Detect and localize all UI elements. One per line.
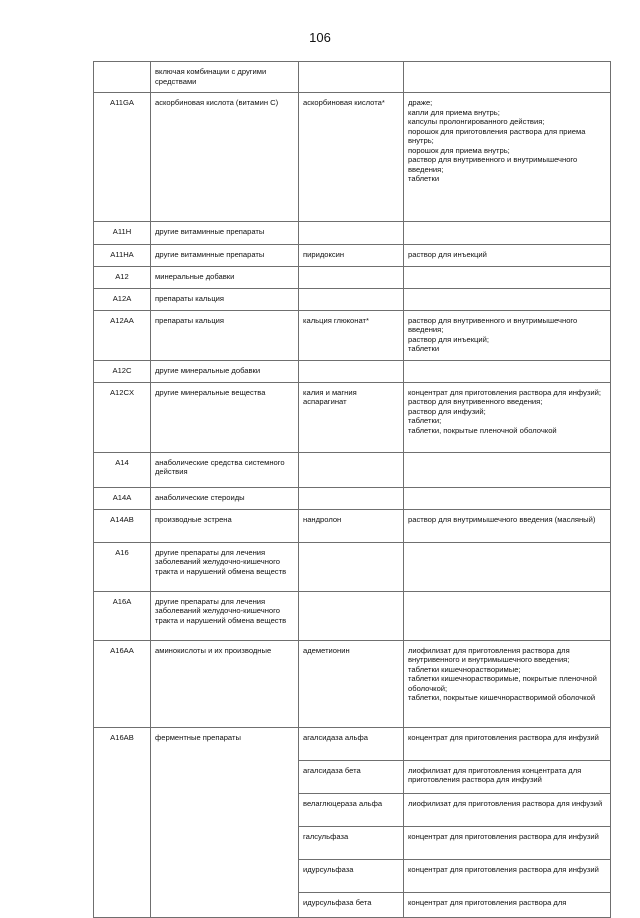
table-row (94, 382, 611, 452)
atc-code-cell (94, 591, 151, 640)
dosage-forms-cell (404, 452, 611, 487)
group-cell-text: аскорбиновая кислота (витамин С) (155, 98, 279, 107)
group-cell (151, 245, 299, 267)
drug-name-cell (299, 62, 404, 93)
dosage-forms-cell-text: раствор для внутривенного и внутримышечного введения; раствор для инъекций; таблетки (408, 315, 578, 353)
group-cell-text: производные эстрена (155, 514, 232, 524)
drug-name-cell-text: нандролон (303, 514, 342, 524)
group-cell-text: анаболические стероиды (155, 492, 245, 502)
drug-name-cell (299, 640, 404, 727)
dosage-forms-cell-text: концентрат для приготовления раствора для инфузий (408, 831, 599, 841)
drug-name-cell (299, 93, 404, 222)
dosage-forms-cell (404, 310, 611, 360)
group-cell-text: анаболические средства системного действия (155, 457, 285, 476)
table-row (94, 266, 611, 288)
group-cell-text: ферментные препараты (155, 732, 241, 742)
drug-name-cell-text: кальция глюконат* (303, 315, 369, 325)
atc-code-cell (94, 222, 151, 245)
group-cell (151, 360, 299, 382)
table-row (94, 542, 611, 591)
dosage-forms-cell-text: концентрат для приготовления раствора для инфузий; раствор для внутривенного введения; раствор для инфузий; таблетки; таблетки, покрытые пленочной оболочкой (408, 387, 601, 435)
table-row (94, 452, 611, 487)
drug-name-cell-text: агалсидаза альфа (303, 732, 368, 742)
drug-name-cell (299, 760, 404, 793)
group-cell-text: другие минеральные вещества (155, 387, 266, 397)
dosage-forms-cell (404, 487, 611, 509)
drug-name-cell-text: калия и магния аспарагинат (303, 387, 357, 406)
atc-code-cell-text: A12CX (109, 387, 135, 397)
group-cell (151, 93, 299, 222)
atc-code-cell (94, 382, 151, 452)
drug-name-cell (299, 266, 404, 288)
dosage-forms-cell (404, 859, 611, 892)
group-cell-text: другие минеральные добавки (155, 365, 261, 375)
group-cell (151, 452, 299, 487)
atc-code-cell (94, 266, 151, 288)
atc-code-cell (94, 62, 151, 93)
dosage-forms-cell (404, 266, 611, 288)
group-cell-text: другие витаминные препараты (155, 250, 265, 259)
dosage-forms-cell (404, 288, 611, 310)
dosage-forms-cell (404, 826, 611, 859)
drug-name-cell (299, 288, 404, 310)
group-cell (151, 509, 299, 542)
atc-code-cell-text: A16 (115, 547, 129, 557)
page-number: 106 (309, 30, 331, 45)
table-row (94, 591, 611, 640)
atc-code-cell-text: A16AB (110, 732, 134, 742)
atc-code-cell (94, 487, 151, 509)
drug-name-cell-text: идурсульфаза (303, 864, 354, 874)
table-row (94, 360, 611, 382)
dosage-forms-cell (404, 382, 611, 452)
table-row (94, 245, 611, 267)
table-row (94, 310, 611, 360)
group-cell-text: включая комбинации с другими средствами (155, 67, 267, 86)
dosage-forms-cell (404, 93, 611, 222)
group-cell (151, 288, 299, 310)
dosage-forms-cell (404, 793, 611, 826)
dosage-forms-cell (404, 222, 611, 245)
drug-table (93, 61, 611, 918)
dosage-forms-cell (404, 760, 611, 793)
drug-name-cell (299, 310, 404, 360)
group-cell-text: аминокислоты и их производные (155, 645, 272, 655)
group-cell (151, 640, 299, 727)
atc-code-cell-text: A14 (115, 457, 129, 467)
dosage-forms-cell (404, 591, 611, 640)
dosage-forms-cell (404, 727, 611, 760)
atc-code-cell-text: A14AB (110, 514, 134, 524)
drug-name-cell-text: галсульфаза (303, 831, 349, 841)
drug-name-cell (299, 222, 404, 245)
drug-name-cell (299, 245, 404, 267)
table-row (94, 509, 611, 542)
group-cell (151, 62, 299, 93)
dosage-forms-cell (404, 360, 611, 382)
drug-name-cell-text: велаглюцераза альфа (303, 798, 383, 808)
atc-code-cell (94, 310, 151, 360)
drug-name-cell (299, 859, 404, 892)
dosage-forms-cell-text: концентрат для приготовления раствора для инфузий (408, 732, 599, 742)
drug-name-cell (299, 826, 404, 859)
group-cell (151, 487, 299, 509)
dosage-forms-cell-text: лиофилизат для приготовления раствора для внутривенного и внутримышечного введения; таблетки кишечнорастворимые; таблетки кишечнорастворимые, покрытые пленочной оболочкой; таблетки, покрытые кишечнорастворимой оболочкой (408, 645, 597, 702)
atc-code-cell-text: A16AA (110, 645, 134, 655)
atc-code-cell (94, 509, 151, 542)
table-row (94, 222, 611, 245)
group-cell (151, 266, 299, 288)
table-row (94, 640, 611, 727)
dosage-forms-cell-text: лиофилизат для приготовления концентрата для приготовления раствора для инфузий (408, 765, 582, 784)
atc-code-cell-text: A12AA (110, 315, 134, 325)
atc-code-cell (94, 727, 151, 917)
drug-name-cell (299, 487, 404, 509)
dosage-forms-cell (404, 62, 611, 93)
group-cell-text: другие препараты для лечения заболеваний желудочно-кишечного тракта и нарушений обмена веществ (155, 596, 287, 625)
group-cell (151, 591, 299, 640)
drug-name-cell (299, 727, 404, 760)
drug-name-cell-text: аскорбиновая кислота* (303, 98, 385, 107)
dosage-forms-cell-text: раствор для внутримышечного введения (масляный) (408, 514, 596, 524)
drug-name-cell (299, 793, 404, 826)
atc-code-cell (94, 542, 151, 591)
atc-code-cell-text: A12A (112, 293, 132, 303)
drug-name-cell-text: агалсидаза бета (303, 765, 361, 775)
drug-name-cell-text: идурсульфаза бета (303, 897, 372, 907)
table-row (94, 62, 611, 93)
atc-code-cell (94, 452, 151, 487)
dosage-forms-cell (404, 640, 611, 727)
group-cell-text: минеральные добавки (155, 271, 235, 281)
atc-code-cell (94, 640, 151, 727)
drug-name-cell-text: пиридоксин (303, 250, 345, 259)
table-row (94, 487, 611, 509)
drug-name-cell-text: адеметионин (303, 645, 350, 655)
atc-code-cell-text: A11HA (110, 250, 134, 259)
dosage-forms-cell-text: драже; капли для приема внутрь; капсулы пролонгированного действия; порошок для приготовления раствора для приема внутрь; порошок для приема внутрь; раствор для внутривенного и внутримышечного введения; таблетки (408, 98, 586, 183)
group-cell-text: препараты кальция (155, 315, 225, 325)
dosage-forms-cell (404, 245, 611, 267)
atc-code-cell-text: A14A (112, 492, 132, 502)
drug-name-cell (299, 382, 404, 452)
atc-code-cell-text: A11GA (110, 98, 134, 107)
dosage-forms-cell-text: концентрат для приготовления раствора для (408, 897, 567, 907)
drug-name-cell (299, 509, 404, 542)
table-row (94, 93, 611, 222)
drug-name-cell (299, 591, 404, 640)
dosage-forms-cell (404, 542, 611, 591)
group-cell (151, 310, 299, 360)
drug-name-cell (299, 542, 404, 591)
dosage-forms-cell-text: концентрат для приготовления раствора для инфузий (408, 864, 599, 874)
table-row (94, 727, 611, 760)
dosage-forms-cell-text: раствор для инъекций (408, 250, 487, 259)
atc-code-cell (94, 288, 151, 310)
atc-code-cell-text: A11H (112, 227, 132, 236)
table-row (94, 288, 611, 310)
dosage-forms-cell-text: лиофилизат для приготовления раствора для инфузий (408, 798, 603, 808)
group-cell (151, 542, 299, 591)
group-cell-text: препараты кальция (155, 293, 225, 303)
atc-code-cell (94, 245, 151, 267)
drug-name-cell (299, 360, 404, 382)
group-cell (151, 727, 299, 917)
atc-code-cell-text: A16A (112, 596, 132, 606)
group-cell-text: другие препараты для лечения заболеваний желудочно-кишечного тракта и нарушений обмена веществ (155, 547, 287, 576)
atc-code-cell (94, 360, 151, 382)
drug-name-cell (299, 452, 404, 487)
atc-code-cell (94, 93, 151, 222)
group-cell-text: другие витаминные препараты (155, 227, 265, 236)
atc-code-cell-text: A12C (112, 365, 132, 375)
group-cell (151, 222, 299, 245)
dosage-forms-cell (404, 509, 611, 542)
group-cell (151, 382, 299, 452)
atc-code-cell-text: A12 (115, 271, 129, 281)
